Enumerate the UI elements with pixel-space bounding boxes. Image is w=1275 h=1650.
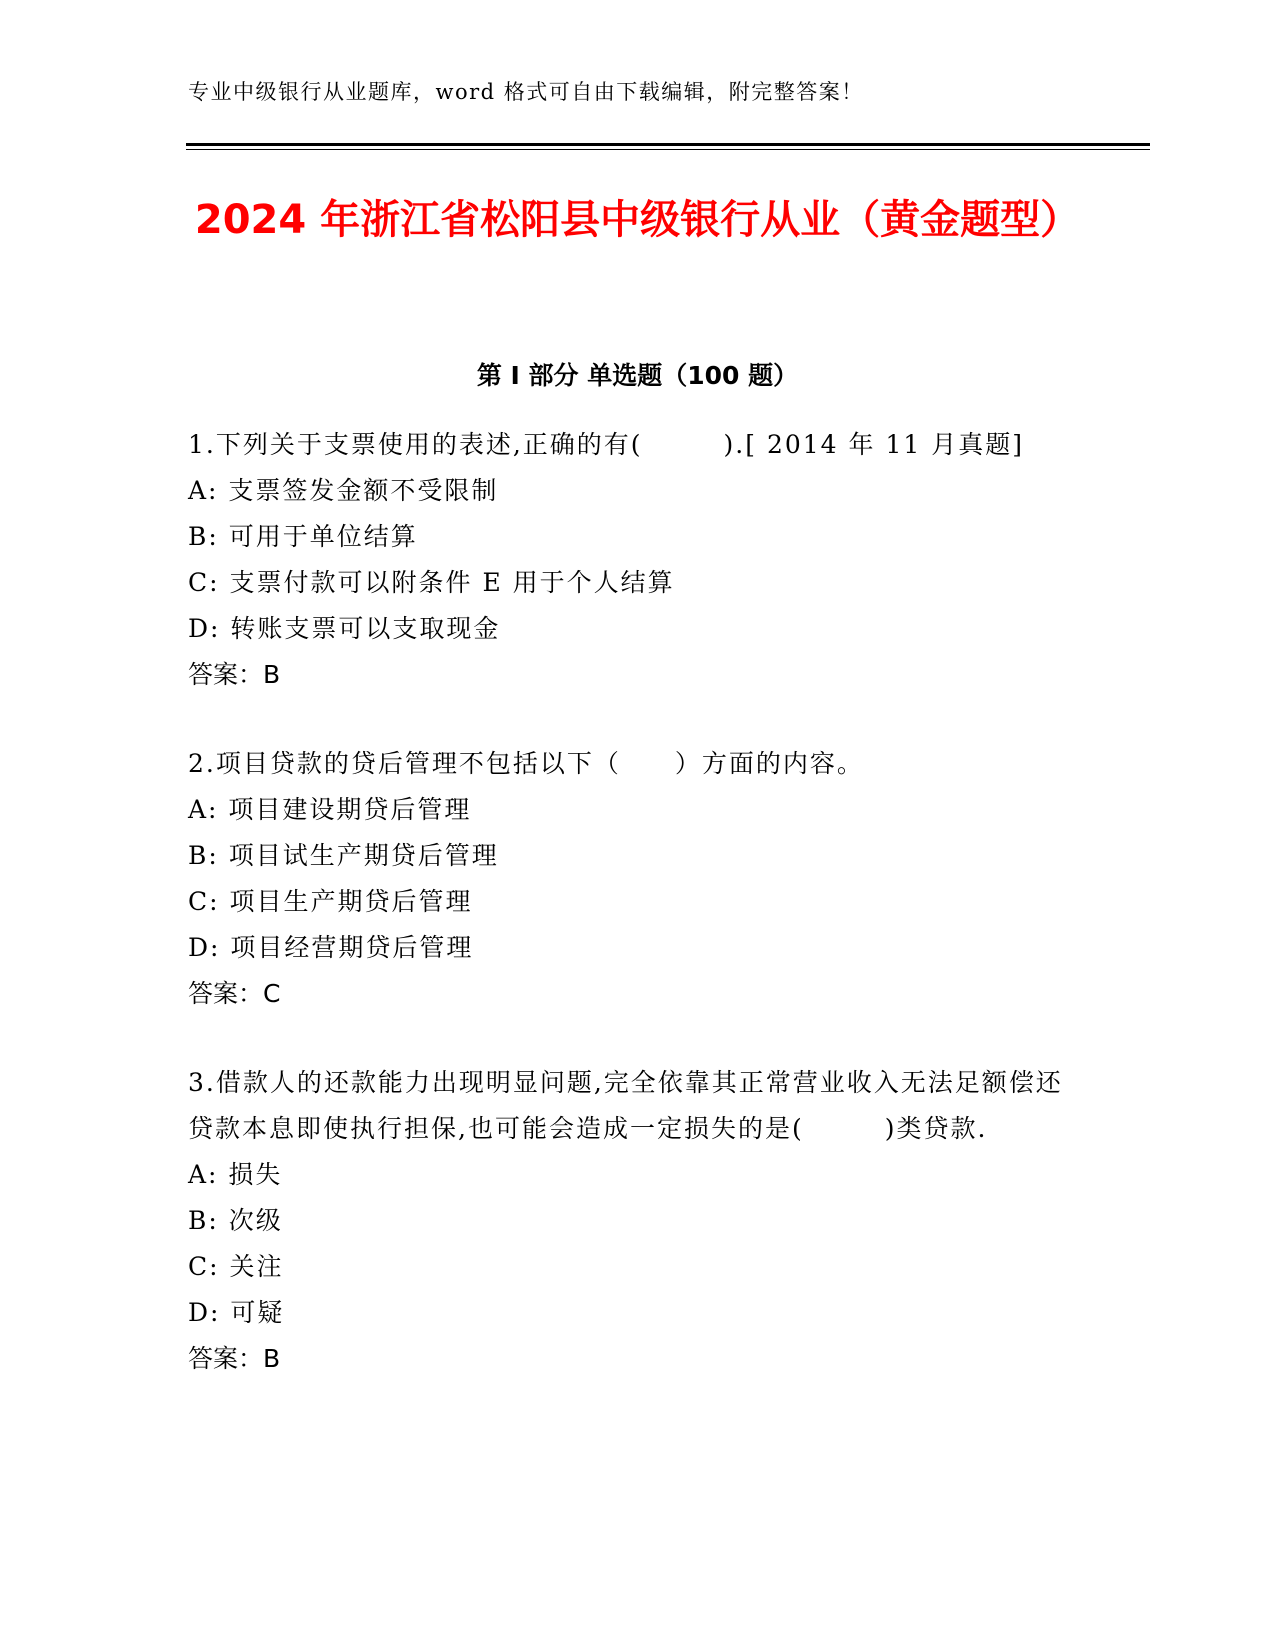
option-a: A: 支票签发金额不受限制	[188, 476, 499, 505]
option-b: B: 可用于单位结算	[188, 522, 418, 551]
question-text: 3.借款人的还款能力出现明显问题,完全依靠其正常营业收入无法足额偿还贷款本息即使执行担保,也可能会造成一定损失的是( )类贷款.	[188, 1068, 1063, 1143]
option-b: B: 次级	[188, 1206, 283, 1235]
answer: 答案：C	[188, 979, 281, 1008]
option-d: D: 可疑	[188, 1298, 285, 1327]
header-rule-thick	[186, 143, 1150, 146]
document-title: 2024 年浙江省松阳县中级银行从业（黄金题型）	[194, 197, 1081, 243]
option-c: C: 项目生产期贷后管理	[188, 887, 473, 916]
option-a: A: 损失	[188, 1160, 283, 1189]
header-note: 专业中级银行从业题库，word 格式可自由下载编辑，附完整答案！	[188, 80, 864, 104]
header-rule-thin	[186, 149, 1150, 150]
section-title: 第 I 部分 单选题（100 题）	[476, 361, 799, 390]
option-c: C: 关注	[188, 1252, 284, 1281]
option-d: D: 项目经营期贷后管理	[188, 933, 474, 962]
option-b: B: 项目试生产期贷后管理	[188, 841, 499, 870]
question-text: 2.项目贷款的贷后管理不包括以下（ ）方面的内容。	[188, 749, 864, 778]
question-2	[188, 741, 1068, 1017]
answer: 答案：B	[188, 660, 281, 689]
answer: 答案：B	[188, 1344, 281, 1373]
option-a: A: 项目建设期贷后管理	[188, 795, 472, 824]
option-c: C: 支票付款可以附条件 E 用于个人结算	[188, 568, 675, 597]
option-d: D: 转账支票可以支取现金	[188, 614, 501, 643]
question-3	[188, 1060, 1068, 1382]
question-text: 1.下列关于支票使用的表述,正确的有( ).[ 2014 年 11 月真题]	[188, 430, 1024, 459]
question-1	[188, 422, 1068, 698]
